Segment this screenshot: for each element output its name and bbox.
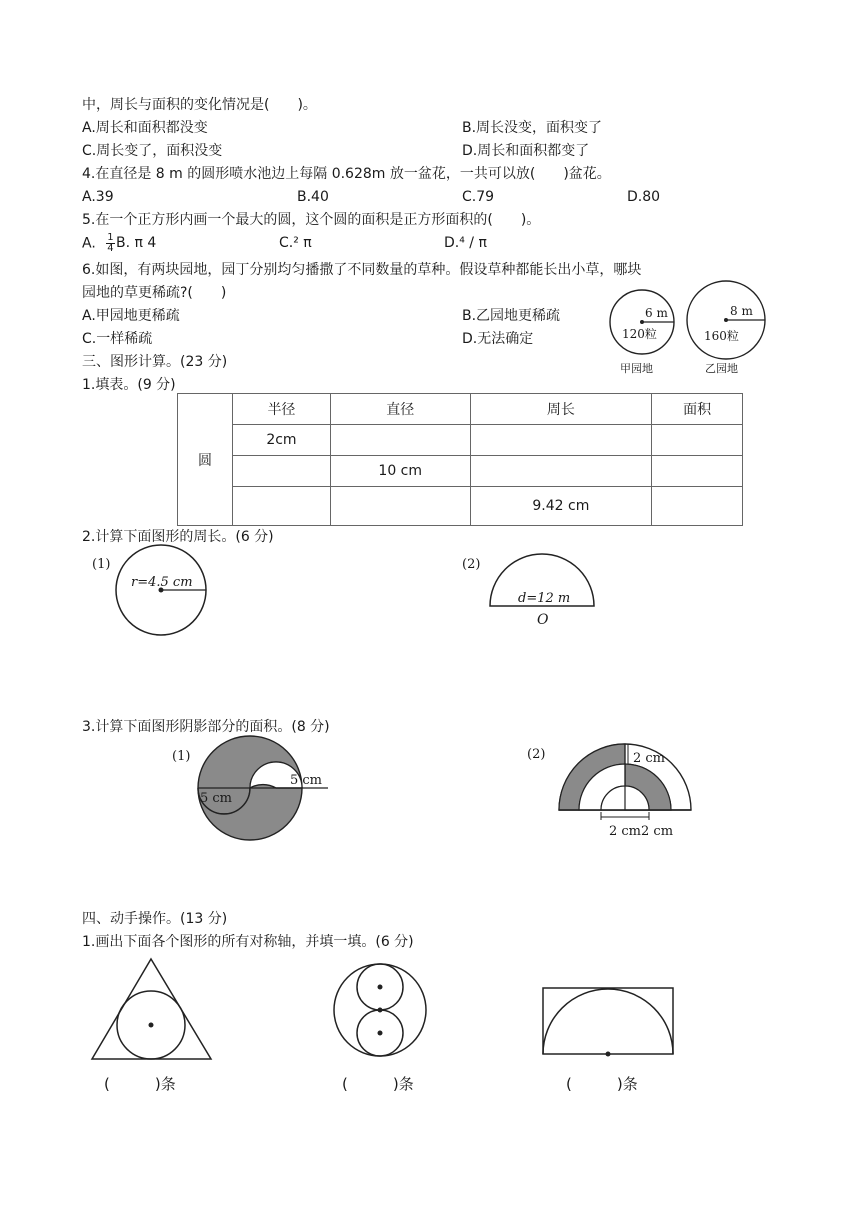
triangle-figure	[90, 955, 218, 1061]
table-header-circumference: 周长	[470, 394, 652, 425]
table-header-diameter: 直径	[330, 394, 470, 425]
table-header-area: 面积	[652, 394, 743, 425]
table-cell[interactable]	[470, 456, 652, 487]
garden-a-name: 甲园地	[620, 362, 653, 375]
rect-semicircle-figure	[540, 985, 676, 1057]
table-header-radius: 半径	[233, 394, 331, 425]
triangle-outline	[92, 959, 211, 1059]
garden-a-seeds: 120粒	[622, 327, 657, 341]
perimeter-figure-1	[90, 552, 230, 672]
table-cell[interactable]	[233, 487, 331, 526]
q3-stem-tail: 中，周长与面积的变化情况是( )。	[82, 97, 317, 113]
blank-circles[interactable]: ( )条	[342, 1075, 414, 1093]
q6-stem-line1: 6.如图，有两块园地，园丁分别均匀播撒了不同数量的草种。假设草种都能长出小草，哪块	[82, 262, 642, 278]
garden-b-seeds: 160粒	[704, 329, 739, 343]
q3-option-a: A.周长和面积都没变	[82, 120, 208, 136]
q6-option-d: D.无法确定	[462, 331, 534, 347]
blank-rectangle[interactable]: ( )条	[566, 1075, 638, 1093]
dim-bottom: 2 cm2 cm	[609, 824, 674, 839]
table-cell[interactable]	[652, 487, 743, 526]
q6-option-b: B.乙园地更稀疏	[462, 308, 561, 324]
q5-option-a-fraction	[106, 233, 114, 254]
perimeter-figure-2	[460, 552, 610, 632]
table-cell: 9.42 cm	[470, 487, 652, 526]
fraction-numerator: 1	[107, 232, 114, 243]
figure-label: (2)	[527, 747, 546, 762]
dim-top: 2 cm	[633, 751, 666, 766]
garden-b-radius-label: 8 m	[730, 304, 753, 318]
q3-option-d: D.周长和面积都变了	[462, 143, 590, 159]
section3-q1-title: 1.填表。(9 分)	[82, 377, 176, 393]
diameter-label: d=12 m	[518, 591, 571, 606]
garden-a-radius-label: 6 m	[645, 306, 668, 320]
semicircle-center	[606, 1052, 611, 1057]
table-cell[interactable]	[470, 425, 652, 456]
q5-option-c: C.² π	[279, 235, 312, 251]
circles-figure	[330, 960, 430, 1060]
q4-option-b: B.40	[297, 189, 329, 205]
shaded-figure-1	[170, 740, 340, 850]
q4-stem: 4.在直径是 8 m 的圆形喷水池边上每隔 0.628m 放一盆花，一共可以放( )盆花。	[82, 166, 611, 182]
table-cell: 2cm	[233, 425, 331, 456]
circle-table	[177, 393, 743, 526]
q4-option-c: C.79	[462, 189, 495, 205]
figure-label: (1)	[92, 557, 111, 572]
blank-triangle[interactable]: ( )条	[104, 1075, 176, 1093]
section3-q3-title: 3.计算下面图形阴影部分的面积。(8 分)	[82, 719, 330, 735]
radius-label: r=4.5 cm	[131, 575, 193, 590]
q5-option-a-prefix: A.	[82, 235, 96, 252]
gardens-figure	[600, 280, 790, 380]
center-label: O	[537, 612, 549, 628]
table-cell[interactable]	[330, 425, 470, 456]
table-row-header: 圆	[178, 394, 233, 526]
table-cell[interactable]	[652, 425, 743, 456]
q5-option-b: B. π 4	[116, 235, 157, 251]
dim-right: 5 cm	[290, 773, 323, 788]
table-cell[interactable]	[652, 456, 743, 487]
q4-option-d: D.80	[627, 189, 661, 205]
figure-label: (1)	[172, 749, 191, 764]
dim-left: 5 cm	[200, 791, 233, 806]
q3-option-c: C.周长变了，面积没变	[82, 143, 223, 159]
semicircle-outline	[543, 989, 673, 1054]
table-cell[interactable]	[233, 456, 331, 487]
lower-center	[378, 1031, 383, 1036]
garden-b-name: 乙园地	[705, 362, 738, 375]
q6-option-c: C.一样稀疏	[82, 331, 153, 347]
section4-q1-title: 1.画出下面各个图形的所有对称轴，并填一填。(6 分)	[82, 934, 414, 950]
table-cell[interactable]	[330, 487, 470, 526]
upper-center	[378, 985, 383, 990]
figure-label: (2)	[462, 557, 481, 572]
section3-q2-title: 2.计算下面图形的周长。(6 分)	[82, 529, 274, 545]
section3-title: 三、图形计算。(23 分)	[82, 354, 228, 370]
center	[378, 1008, 383, 1013]
rectangle-outline	[543, 988, 673, 1054]
fraction-denominator: 4	[107, 243, 114, 254]
table-cell: 10 cm	[330, 456, 470, 487]
q5-stem: 5.在一个正方形内画一个最大的圆，这个圆的面积是正方形面积的( )。	[82, 212, 541, 228]
q3-option-b: B.周长没变，面积变了	[462, 120, 603, 136]
q5-option-a	[82, 233, 115, 254]
circle-center	[149, 1023, 154, 1028]
section4-title: 四、动手操作。(13 分)	[82, 911, 228, 927]
shaded-figure-2	[525, 740, 705, 840]
q6-option-a: A.甲园地更稀疏	[82, 308, 180, 324]
q4-option-a: A.39	[82, 189, 114, 205]
q5-option-d: D.⁴ / π	[444, 235, 487, 251]
q6-stem-line2: 园地的草更稀疏?( )	[82, 285, 227, 301]
